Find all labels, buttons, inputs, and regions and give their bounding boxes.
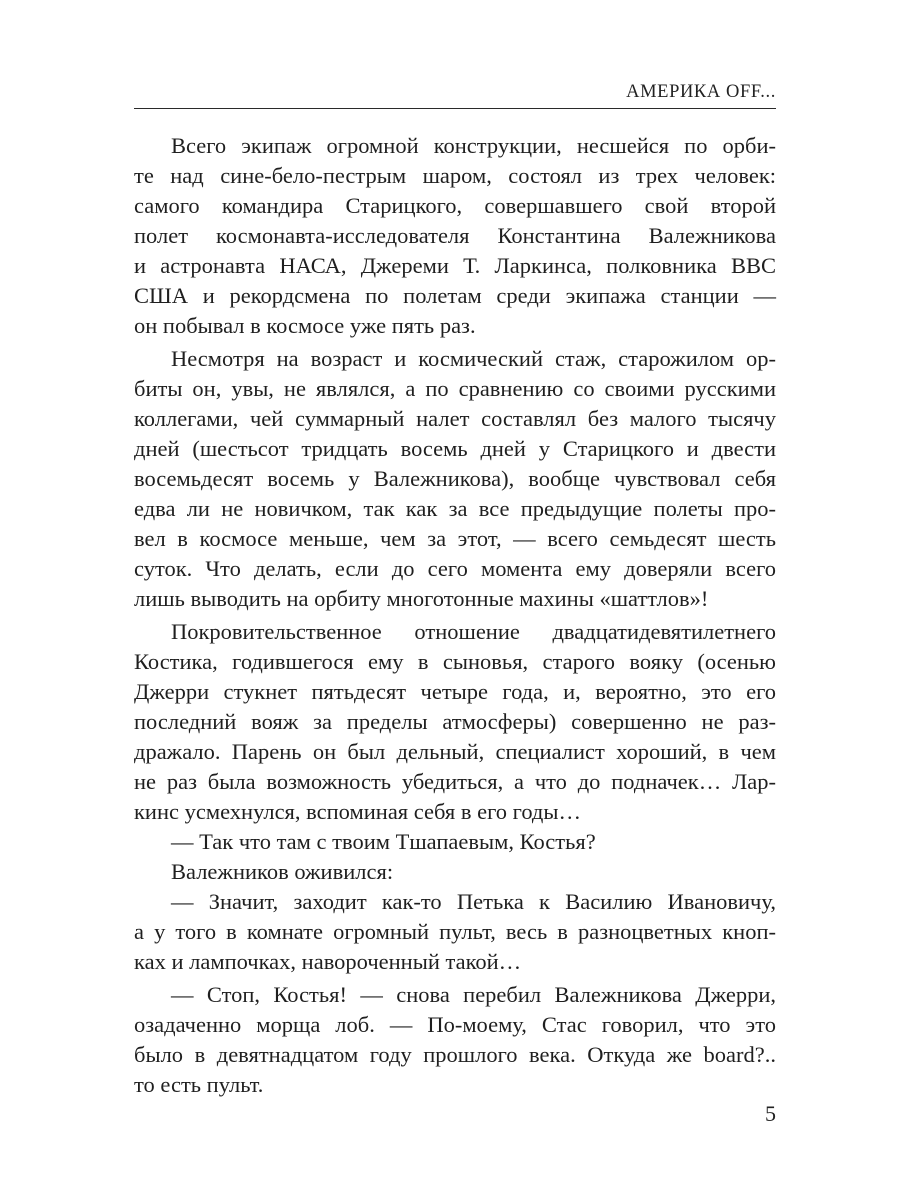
text-line: Джерри стукнет пятьдесят четыре года, и, вероятно, это его bbox=[134, 679, 776, 704]
text-line: вел в космосе меньше, чем за этот, — всего семьдесят шесть bbox=[134, 526, 776, 551]
text-line: Несмотря на возраст и космический стаж, старожилом ор- bbox=[171, 346, 776, 371]
paragraph bbox=[134, 980, 776, 1100]
paragraph bbox=[134, 857, 776, 887]
text-line: Костика, годившегося ему в сыновья, старого вояку (осенью bbox=[134, 649, 776, 674]
paragraph bbox=[134, 344, 776, 614]
text-line: — Значит, заходит как-то Петька к Василию Ивановичу, bbox=[171, 889, 776, 914]
paragraph bbox=[134, 617, 776, 827]
body-text bbox=[134, 131, 776, 1100]
text-line: дражало. Парень он был дельный, специалист хороший, в чем bbox=[134, 739, 776, 764]
text-line: лишь выводить на орбиту многотонные махины «шаттлов»! bbox=[134, 586, 709, 611]
text-line: едва ли не новичком, так как за все предыдущие полеты про- bbox=[134, 496, 776, 521]
header-rule bbox=[134, 108, 776, 109]
text-line: самого командира Старицкого, совершавшего свой второй bbox=[134, 193, 776, 218]
text-line: ках и лампочках, навороченный такой… bbox=[134, 949, 522, 974]
text-line: кинс усмехнулся, вспоминая себя в его годы… bbox=[134, 799, 582, 824]
text-line: суток. Что делать, если до сего момента ему доверяли всего bbox=[134, 556, 776, 581]
text-line: полет космонавта-исследователя Константина Валежникова bbox=[134, 223, 776, 248]
text-line: то есть пульт. bbox=[134, 1072, 264, 1097]
paragraph bbox=[134, 131, 776, 341]
paragraph bbox=[134, 887, 776, 977]
text-line: — Стоп, Костья! — снова перебил Валежникова Джерри, bbox=[171, 982, 776, 1007]
text-line: дней (шестьсот тридцать восемь дней у Старицкого и двести bbox=[134, 436, 776, 461]
text-line: Всего экипаж огромной конструкции, несшейся по орби- bbox=[171, 133, 776, 158]
text-line: восемьдесят восемь у Валежникова), вообще чувствовал себя bbox=[134, 466, 776, 491]
text-line: последний вояж за пределы атмосферы) совершенно не раз- bbox=[134, 709, 776, 734]
page-number: 5 bbox=[765, 1101, 776, 1126]
text-line: озадаченно морща лоб. — По-моему, Стас говорил, что это bbox=[134, 1012, 776, 1037]
text-line: биты он, увы, не являлся, а по сравнению со своими русскими bbox=[134, 376, 776, 401]
text-line: те над сине-бело-пестрым шаром, состоял из трех человек: bbox=[134, 163, 776, 188]
text-line: не раз была возможность убедиться, а что до подначек… Лар- bbox=[134, 769, 776, 794]
running-head-title: АМЕРИКА OFF... bbox=[626, 82, 776, 102]
text-line: США и рекордсмена по полетам среди экипажа станции — bbox=[134, 283, 776, 308]
paragraph bbox=[134, 827, 776, 857]
text-line: а у того в комнате огромный пульт, весь в разноцветных кноп- bbox=[134, 919, 776, 944]
text-line: коллегами, чей суммарный налет составлял без малого тысячу bbox=[134, 406, 776, 431]
text-line: и астронавта НАСА, Джереми Т. Ларкинса, полковника ВВС bbox=[134, 253, 776, 278]
text-line: было в девятнадцатом году прошлого века. Откуда же board?.. bbox=[134, 1042, 776, 1067]
text-line: Валежников оживился: bbox=[171, 859, 394, 884]
text-line: Покровительственное отношение двадцатидевятилетнего bbox=[171, 619, 776, 644]
text-line: он побывал в космосе уже пять раз. bbox=[134, 313, 476, 338]
text-line: — Так что там с твоим Тшапаевым, Костья? bbox=[171, 829, 596, 854]
